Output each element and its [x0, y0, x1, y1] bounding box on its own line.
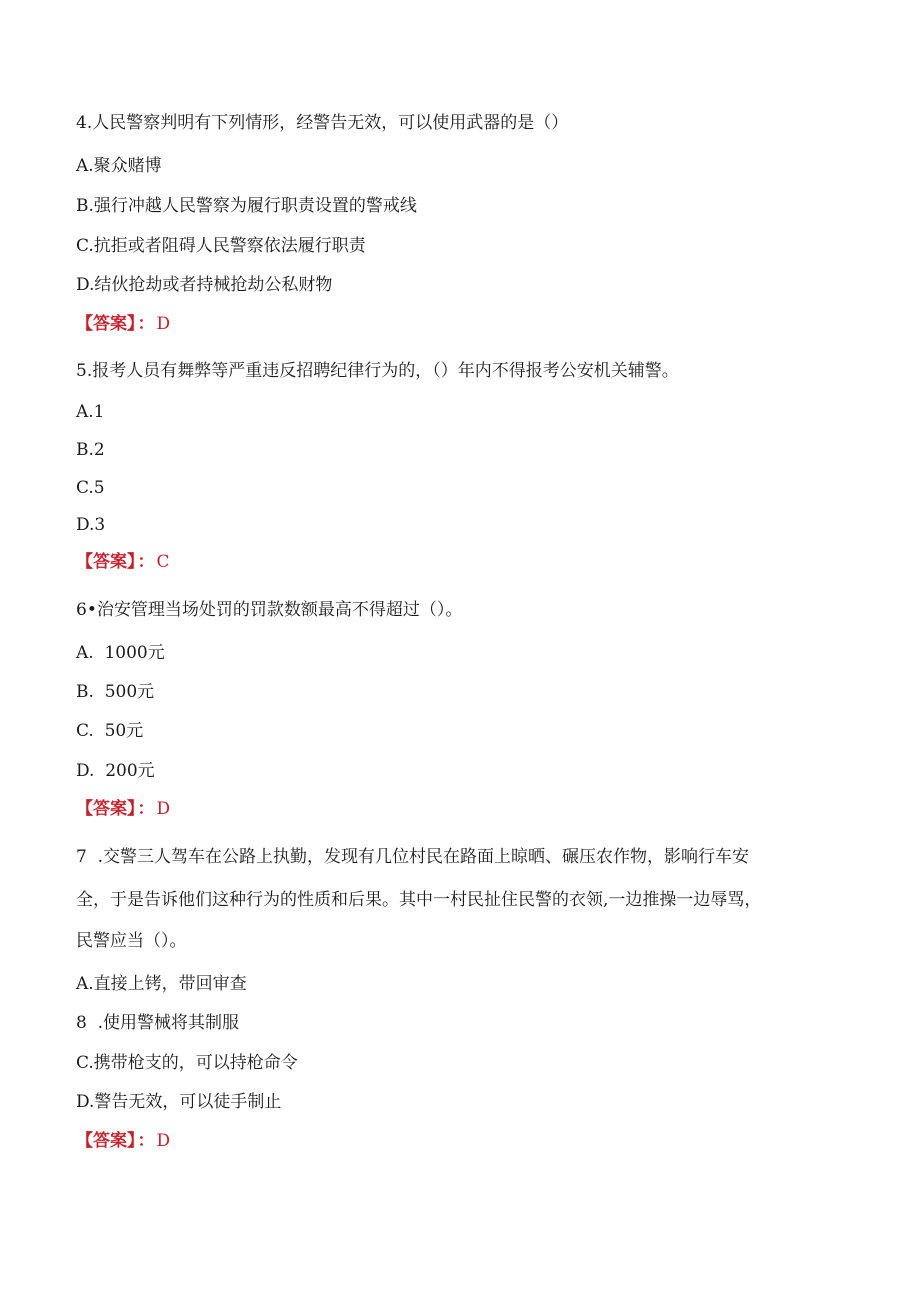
question-6-option-d: D. 200元 — [76, 761, 155, 781]
answer-label: 【答案】 — [76, 314, 136, 334]
question-7-stem-line-2: 全，于是告诉他们这种行为的性质和后果。其中一村民扯住民警的衣领,一边推操一边辱骂， — [76, 890, 762, 910]
question-4-answer — [76, 313, 170, 335]
question-5-option-c: C.5 — [76, 478, 105, 498]
question-5-answer — [76, 551, 170, 573]
question-7-option-c: C.携带枪支的，可以持枪命令 — [76, 1053, 298, 1073]
question-4-option-b: B.强行冲越人民警察为履行职责设置的警戒线 — [76, 196, 417, 216]
answer-value: D — [156, 799, 171, 819]
question-7-option-d: D.警告无效，可以徒手制止 — [76, 1092, 282, 1112]
answer-separator: ： — [137, 1131, 155, 1151]
question-5-option-a: A.1 — [76, 402, 105, 422]
question-7-stem-line-3: 民警应当（）。 — [76, 931, 187, 951]
answer-label: 【答案】 — [76, 799, 136, 819]
answer-label: 【答案】 — [76, 552, 136, 572]
question-7-option-a: A.直接上铐，带回审查 — [76, 974, 247, 994]
question-5-option-d: D.3 — [76, 515, 106, 535]
question-7-stem-line-1: 7 .交警三人驾车在公路上执勤，发现有几位村民在路面上晾晒、碾压农作物，影响行车安 — [76, 847, 750, 867]
question-4-option-a: A.聚众赌博 — [76, 156, 162, 176]
question-7-answer — [76, 1130, 170, 1152]
question-6-stem: 6•治安管理当场处罚的罚款数额最高不得超过（）。 — [76, 600, 463, 620]
question-6-option-c: C. 50元 — [76, 721, 144, 741]
question-4-option-c: C.抗拒或者阻碍人民警察依法履行职责 — [76, 236, 366, 256]
answer-separator: ： — [137, 799, 155, 819]
answer-separator: ： — [137, 552, 155, 572]
question-6-answer — [76, 798, 170, 820]
question-7-option-b: 8 .使用警械将其制服 — [76, 1013, 240, 1033]
answer-value: C — [156, 552, 170, 572]
question-4-option-d: D.结伙抢劫或者持械抢劫公私财物 — [76, 275, 333, 295]
answer-label: 【答案】 — [76, 1131, 136, 1151]
question-5-stem: 5.报考人员有舞弊等严重违反招聘纪律行为的，（）年内不得报考公安机关辅警。 — [76, 361, 679, 381]
question-6-option-b: B. 500元 — [76, 682, 155, 702]
answer-value: D — [156, 1131, 171, 1151]
answer-separator: ： — [137, 314, 155, 334]
answer-value: D — [156, 314, 171, 334]
question-5-option-b: B.2 — [76, 440, 105, 460]
question-4-stem: 4.人民警察判明有下列情形，经警告无效，可以使用武器的是（） — [76, 113, 569, 133]
question-6-option-a: A. 1000元 — [76, 643, 165, 663]
